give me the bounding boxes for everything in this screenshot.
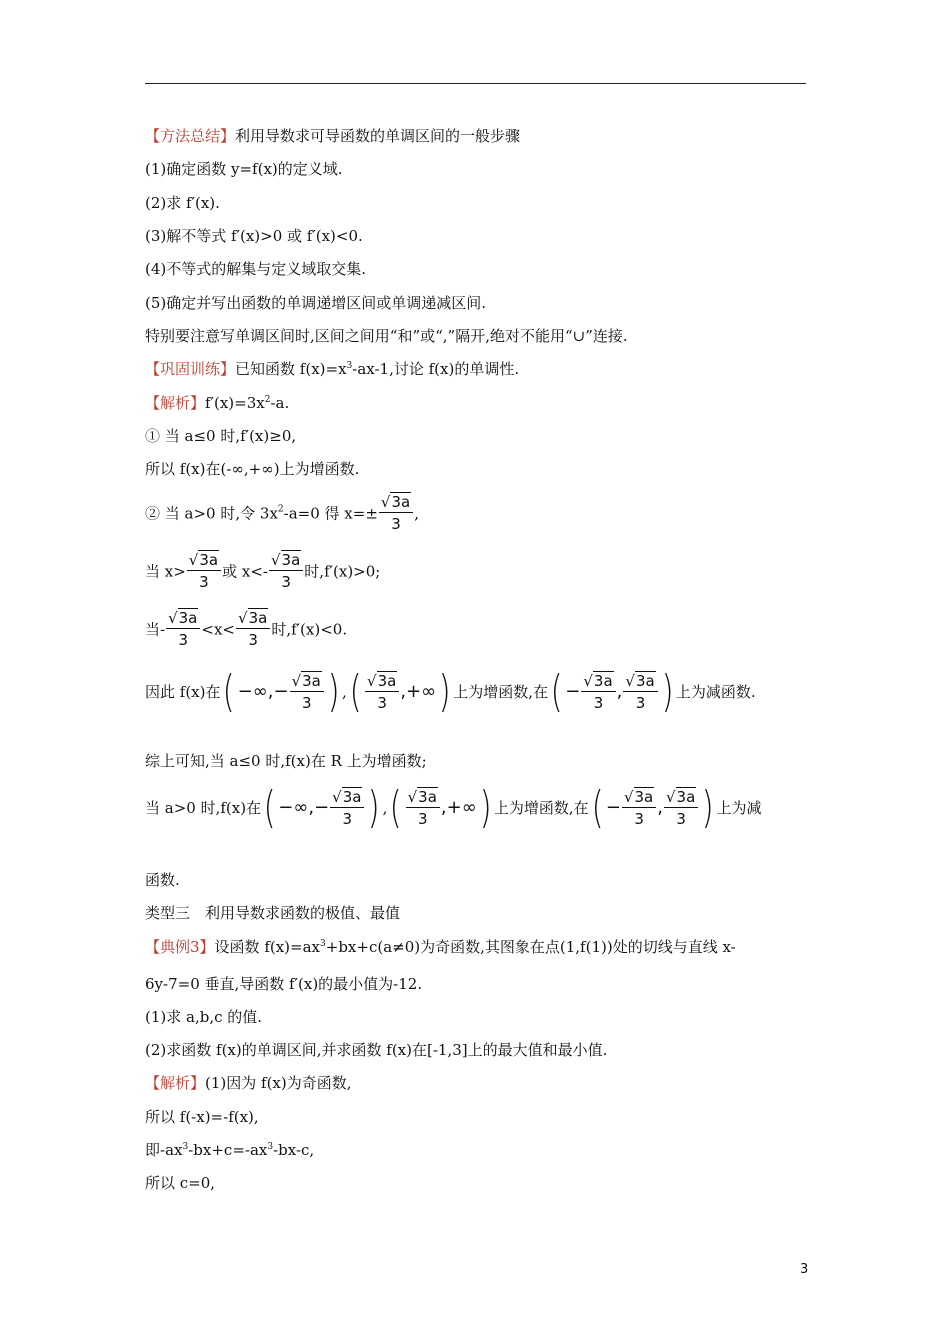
- fraction: $\frac{√3a}{3}$: [290, 671, 324, 714]
- left-paren: (: [591, 782, 604, 833]
- example3-tag: 【典例3】: [145, 938, 215, 956]
- fraction: $\frac{√3a}{3}$: [379, 492, 413, 535]
- pos-a: 当 x>: [145, 562, 186, 581]
- frac-num: 3a: [676, 787, 696, 806]
- fraction: $\frac{√3a}{3}$: [166, 608, 200, 651]
- frac-num: 3a: [391, 493, 411, 511]
- step-2: (2)求 f′(x).: [145, 194, 220, 212]
- s2-b: -bx+c=-ax: [188, 1141, 268, 1159]
- case-1-line: ① 当 a≤0 时,f′(x)≥0,: [145, 427, 297, 445]
- frac-den: 3: [593, 693, 604, 712]
- fraction: $\frac{√3a}{3}$: [623, 671, 657, 714]
- s2-c: -bx-c,: [273, 1141, 315, 1159]
- fraction: $\frac{√3a}{3}$: [330, 787, 364, 830]
- type3-heading: 类型三 利用导数求函数的极值、最值: [145, 904, 401, 922]
- sol1-a: f′(x)=3x: [205, 394, 265, 412]
- comma: ,: [342, 683, 347, 701]
- frac-den: 3: [377, 693, 387, 712]
- summary-line-3: 函数.: [145, 871, 180, 889]
- frac-den: 3: [417, 809, 428, 828]
- pos-c: 时,f′(x)>0;: [304, 562, 381, 581]
- frac-num: 3a: [377, 671, 397, 690]
- right-paren: ): [327, 666, 340, 717]
- comma: ,: [616, 681, 623, 702]
- neg-c: 时,f′(x)<0.: [271, 620, 348, 639]
- fraction: $\frac{√3a}{3}$: [269, 550, 303, 593]
- frac-num: 3a: [418, 787, 437, 806]
- solution3-line: [145, 1073, 352, 1093]
- case2-sup: 2: [277, 504, 284, 515]
- step-4: (4)不等式的解集与定义域取交集.: [145, 260, 367, 278]
- right-paren: ): [438, 666, 451, 717]
- question-2: (2)求函数 f(x)的单调区间,并求函数 f(x)在[-1,3]上的最大值和最小值.: [145, 1041, 608, 1059]
- step-s2: [145, 1140, 314, 1160]
- frac-num: 3a: [178, 609, 198, 627]
- minus: −: [273, 681, 289, 702]
- frac-den: 3: [281, 573, 291, 591]
- header-rule: [145, 83, 806, 84]
- neg-inf: −∞: [237, 681, 268, 702]
- frac-num: 3a: [342, 787, 362, 806]
- frac-den: 3: [391, 515, 401, 533]
- practice-text-a: 已知函数 f(x)=x: [235, 360, 347, 378]
- s2-sup2: 3: [267, 1142, 274, 1152]
- method-tag: 【方法总结】: [145, 127, 236, 145]
- hence-a: 因此 f(x)在: [145, 683, 221, 701]
- note-line: 特别要注意写单调区间时,区间之间用“和”或“,”隔开,绝对不能用“∪”连接.: [145, 327, 628, 345]
- pos-inf: +∞: [446, 797, 477, 818]
- frac-den: 3: [199, 573, 209, 591]
- fraction: $\frac{√3a}{3}$: [581, 671, 615, 714]
- ex3-sup: 3: [320, 939, 326, 949]
- hence-inc: 上为增函数,在: [453, 683, 549, 701]
- sol1-b: -a.: [270, 394, 290, 412]
- page-number: 3: [800, 1262, 809, 1277]
- method-title: 利用导数求可导函数的单调区间的一般步骤: [235, 127, 521, 145]
- neg-b: <x<: [201, 620, 235, 639]
- step-5: (5)确定并写出函数的单调递增区间或单调递减区间.: [145, 294, 487, 312]
- frac-den: 3: [178, 631, 188, 649]
- sol1-sup: 2: [264, 395, 271, 405]
- summary-line-1: 综上可知,当 a≤0 时,f(x)在 R 上为增函数;: [145, 752, 427, 770]
- negative-derivative-line: [145, 608, 347, 651]
- minus: −: [565, 681, 581, 702]
- frac-num: 3a: [248, 609, 268, 627]
- frac-den: 3: [634, 809, 644, 828]
- minus: −: [605, 797, 621, 818]
- fraction: $\frac{√3a}{3}$: [365, 671, 399, 714]
- step-s1: 所以 f(-x)=-f(x),: [145, 1108, 259, 1126]
- frac-num: 3a: [635, 671, 655, 690]
- case-2-line: [145, 492, 419, 535]
- case2-b: -a=0 得 x=±: [283, 504, 378, 523]
- right-paren: ): [661, 666, 674, 717]
- left-paren: (: [349, 666, 362, 717]
- left-paren: (: [550, 666, 563, 717]
- summary2-dec: 上为减: [716, 799, 762, 817]
- comma: ,: [657, 797, 663, 818]
- pos-b: 或 x<-: [222, 562, 268, 581]
- example3-line-2: 6y-7=0 垂直,导函数 f′(x)的最小值为-12.: [145, 975, 423, 993]
- frac-den: 3: [342, 809, 353, 828]
- left-paren: (: [389, 782, 403, 833]
- frac-num: 3a: [281, 551, 301, 569]
- analysis-tag: 【解析】: [145, 394, 206, 412]
- fraction: $\frac{√3a}{3}$: [236, 608, 270, 651]
- fraction: $\frac{√3a}{3}$: [664, 787, 698, 830]
- frac-num: 3a: [634, 787, 654, 806]
- frac-num: 3a: [199, 551, 219, 569]
- frac-num: 3a: [593, 671, 613, 690]
- fraction: $\frac{√3a}{3}$: [187, 550, 221, 593]
- fraction: $\frac{√3a}{3}$: [622, 787, 656, 830]
- fraction: $\frac{√3a}{3}$: [406, 787, 440, 830]
- right-paren: ): [479, 782, 492, 833]
- positive-derivative-line: [145, 550, 380, 593]
- comma: ,: [400, 681, 407, 702]
- step-s3: 所以 c=0,: [145, 1174, 216, 1192]
- summary2-a: 当 a>0 时,f(x)在: [145, 799, 262, 817]
- frac-den: 3: [635, 693, 646, 712]
- solution-line-1: [145, 393, 289, 413]
- practice-line: [145, 359, 519, 379]
- case2-end: ,: [414, 504, 419, 523]
- comma: ,: [382, 799, 388, 817]
- s2-a: 即-ax: [145, 1141, 183, 1159]
- practice-tag: 【巩固训练】: [145, 360, 236, 378]
- left-paren: (: [263, 782, 276, 833]
- right-paren: ): [701, 782, 714, 833]
- step-1: (1)确定函数 y=f(x)的定义域.: [145, 160, 343, 178]
- s2-sup1: 3: [182, 1142, 189, 1152]
- analysis-tag: 【解析】: [145, 1074, 206, 1092]
- summary2-inc: 上为增函数,在: [493, 799, 589, 817]
- neg-inf: −∞: [278, 797, 309, 818]
- ex3-b: +bx+c(a≠0)为奇函数,其图象在点(1,f(1))处的切线与直线 x-: [325, 938, 736, 956]
- right-paren: ): [368, 782, 381, 833]
- ex3-a: 设函数 f(x)=ax: [214, 938, 321, 956]
- question-1: (1)求 a,b,c 的值.: [145, 1008, 263, 1026]
- hence-dec: 上为减函数.: [675, 683, 756, 701]
- comma: ,: [267, 681, 274, 702]
- case-1-conclusion: 所以 f(x)在(-∞,+∞)上为增函数.: [145, 460, 360, 478]
- pos-inf: +∞: [406, 681, 437, 702]
- comma: ,: [440, 797, 447, 818]
- hence-line: [145, 666, 756, 717]
- comma: ,: [308, 797, 315, 818]
- frac-den: 3: [248, 631, 258, 649]
- step-3: (3)解不等式 f′(x)>0 或 f′(x)<0.: [145, 227, 363, 245]
- frac-den: 3: [301, 693, 312, 712]
- frac-num: 3a: [302, 671, 321, 690]
- frac-den: 3: [676, 809, 686, 828]
- example3-line: [145, 937, 736, 957]
- practice-sup: 3: [346, 361, 353, 371]
- neg-a: 当-: [145, 620, 166, 639]
- practice-text-b: -ax-1,讨论 f(x)的单调性.: [352, 360, 520, 378]
- sol3-text: (1)因为 f(x)为奇函数,: [205, 1074, 352, 1092]
- left-paren: (: [223, 666, 236, 717]
- method-summary-line: [145, 126, 520, 146]
- minus: −: [314, 797, 330, 818]
- summary-line-2: [145, 782, 762, 833]
- case2-a: ② 当 a>0 时,令 3x: [145, 504, 278, 523]
